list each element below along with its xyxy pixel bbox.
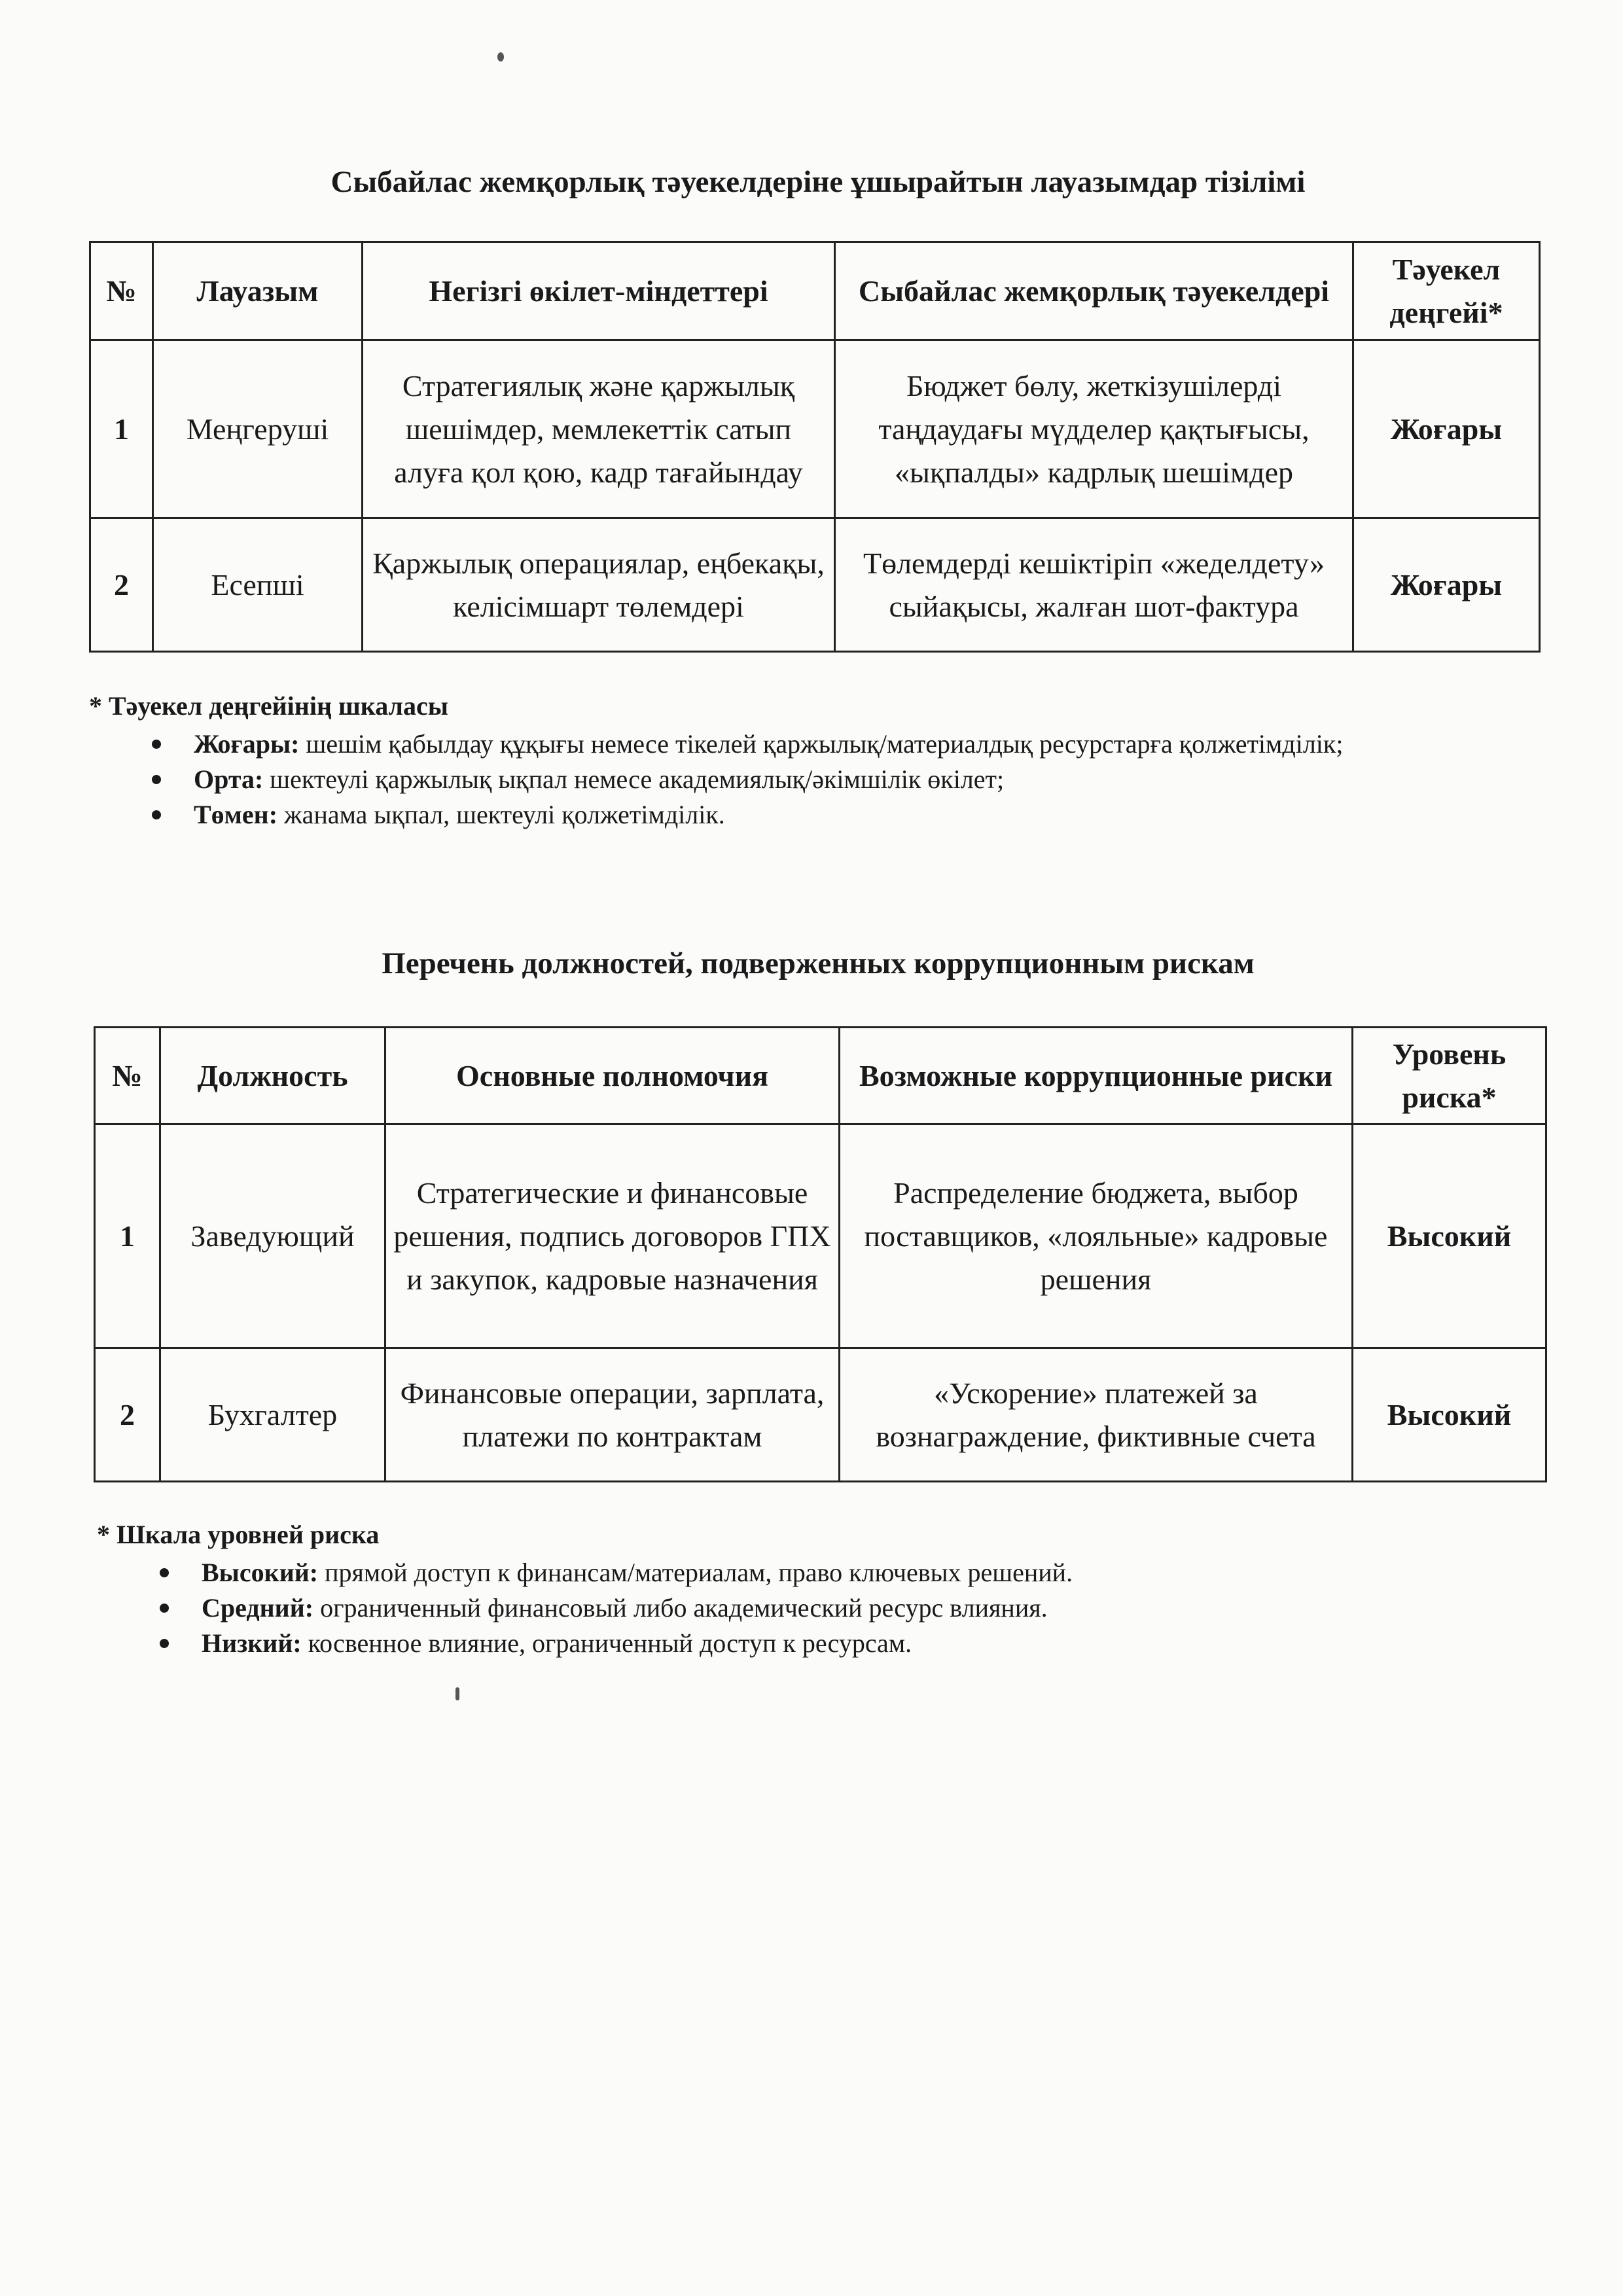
ru-row1-position: Заведующий	[160, 1124, 385, 1348]
scan-speck	[497, 52, 504, 62]
kz-row2-num: 2	[90, 518, 153, 652]
kz-scale-medium-term: Орта:	[194, 764, 264, 794]
kz-header-row	[90, 242, 1540, 340]
kz-scale-high-term: Жоғары:	[194, 729, 300, 759]
ru-scale-low-text: косвенное влияние, ограниченный доступ к ресурсам.	[308, 1628, 912, 1658]
table-row	[95, 1348, 1546, 1482]
ru-scale-high-text: прямой доступ к финансам/материалам, право ключевых решений.	[325, 1558, 1073, 1587]
ru-scale-notes	[97, 1517, 1537, 1661]
list-item	[202, 1555, 1537, 1590]
kz-scale-low-text: жанама ықпал, шектеулі қолжетімділік.	[284, 800, 725, 829]
kz-table	[89, 241, 1541, 653]
kz-row1-level: Жоғары	[1353, 340, 1540, 518]
kz-row1-position: Меңгеруші	[153, 340, 363, 518]
kz-scale-title: * Тәуекел деңгейінің шкаласы	[89, 691, 448, 721]
ru-scale-medium-text: ограниченный финансовый либо академический ресурс влияния.	[320, 1593, 1048, 1623]
ru-row2-position: Бухгалтер	[160, 1348, 385, 1482]
ru-header-position: Должность	[160, 1028, 385, 1124]
ru-scale-medium-term: Средний:	[202, 1593, 314, 1623]
kz-header-num: №	[90, 242, 153, 340]
bullet-icon	[160, 1604, 169, 1613]
ru-header-powers: Основные полномочия	[385, 1028, 840, 1124]
ru-row2-num: 2	[95, 1348, 160, 1482]
ru-scale-title: * Шкала уровней риска	[97, 1520, 380, 1549]
ru-row1-level: Высокий	[1353, 1124, 1546, 1348]
kz-scale-list	[89, 726, 1548, 833]
ru-row2-level: Высокий	[1353, 1348, 1546, 1482]
kz-scale-medium-text: шектеулі қаржылық ықпал немесе академиялық/әкімшілік өкілет;	[270, 764, 1005, 794]
kz-scale-notes	[89, 689, 1548, 833]
kz-title: Сыбайлас жемқорлық тәуекелдеріне ұшырайтын лауазымдар тізілімі	[330, 165, 1306, 199]
kz-row2-position: Есепші	[153, 518, 363, 652]
kz-row1-risks: Бюджет бөлу, жеткізушілерді таңдаудағы мүдделер қақтығысы, «ықпалды» кадрлық шешімдер	[835, 340, 1353, 518]
ru-header-row	[95, 1028, 1546, 1124]
kz-header-risks: Сыбайлас жемқорлық тәуекелдері	[835, 242, 1353, 340]
ru-row1-risks: Распределение бюджета, выбор поставщиков, «лояльные» кадровые решения	[840, 1124, 1353, 1348]
kz-row1-num: 1	[90, 340, 153, 518]
kz-header-level: Тәуекел деңгейі*	[1353, 242, 1540, 340]
ru-header-level: Уровень риска*	[1353, 1028, 1546, 1124]
kz-header-powers: Негізгі өкілет-міндеттері	[363, 242, 835, 340]
ru-table	[94, 1026, 1547, 1482]
kz-header-position: Лауазым	[153, 242, 363, 340]
ru-row2-powers: Финансовые операции, зарплата, платежи по контрактам	[385, 1348, 840, 1482]
bullet-icon	[152, 810, 161, 819]
table-row	[90, 340, 1540, 518]
scan-speck	[455, 1687, 459, 1700]
list-item	[194, 762, 1548, 797]
list-item	[194, 726, 1548, 762]
ru-scale-high-term: Высокий:	[202, 1558, 319, 1587]
list-item	[202, 1590, 1537, 1626]
table-row	[95, 1124, 1546, 1348]
list-item	[202, 1626, 1537, 1661]
list-item	[194, 797, 1548, 833]
ru-row1-num: 1	[95, 1124, 160, 1348]
ru-title: Перечень должностей, подверженных коррупционным рискам	[382, 946, 1255, 980]
ru-row2-risks: «Ускорение» платежей за вознаграждение, фиктивные счета	[840, 1348, 1353, 1482]
kz-row2-powers: Қаржылық операциялар, еңбекақы, келісімшарт төлемдері	[363, 518, 835, 652]
bullet-icon	[160, 1568, 169, 1577]
kz-row2-risks: Төлемдерді кешіктіріп «жеделдету» сыйақысы, жалған шот-фактура	[835, 518, 1353, 652]
ru-row1-powers: Стратегические и финансовые решения, подпись договоров ГПХ и закупок, кадровые назначения	[385, 1124, 840, 1348]
kz-scale-high-text: шешім қабылдау құқығы немесе тікелей қаржылық/материалдық ресурстарға қолжетімділік;	[306, 729, 1344, 759]
kz-scale-low-term: Төмен:	[194, 800, 278, 829]
bullet-icon	[152, 740, 161, 749]
ru-header-risks: Возможные коррупционные риски	[840, 1028, 1353, 1124]
table-row	[90, 518, 1540, 652]
ru-header-num: №	[95, 1028, 160, 1124]
ru-scale-list	[97, 1555, 1537, 1661]
ru-scale-low-term: Низкий:	[202, 1628, 302, 1658]
bullet-icon	[152, 775, 161, 784]
bullet-icon	[160, 1639, 169, 1648]
kz-row2-level: Жоғары	[1353, 518, 1540, 652]
kz-row1-powers: Стратегиялық және қаржылық шешімдер, мемлекеттік сатып алуға қол қою, кадр тағайындау	[363, 340, 835, 518]
